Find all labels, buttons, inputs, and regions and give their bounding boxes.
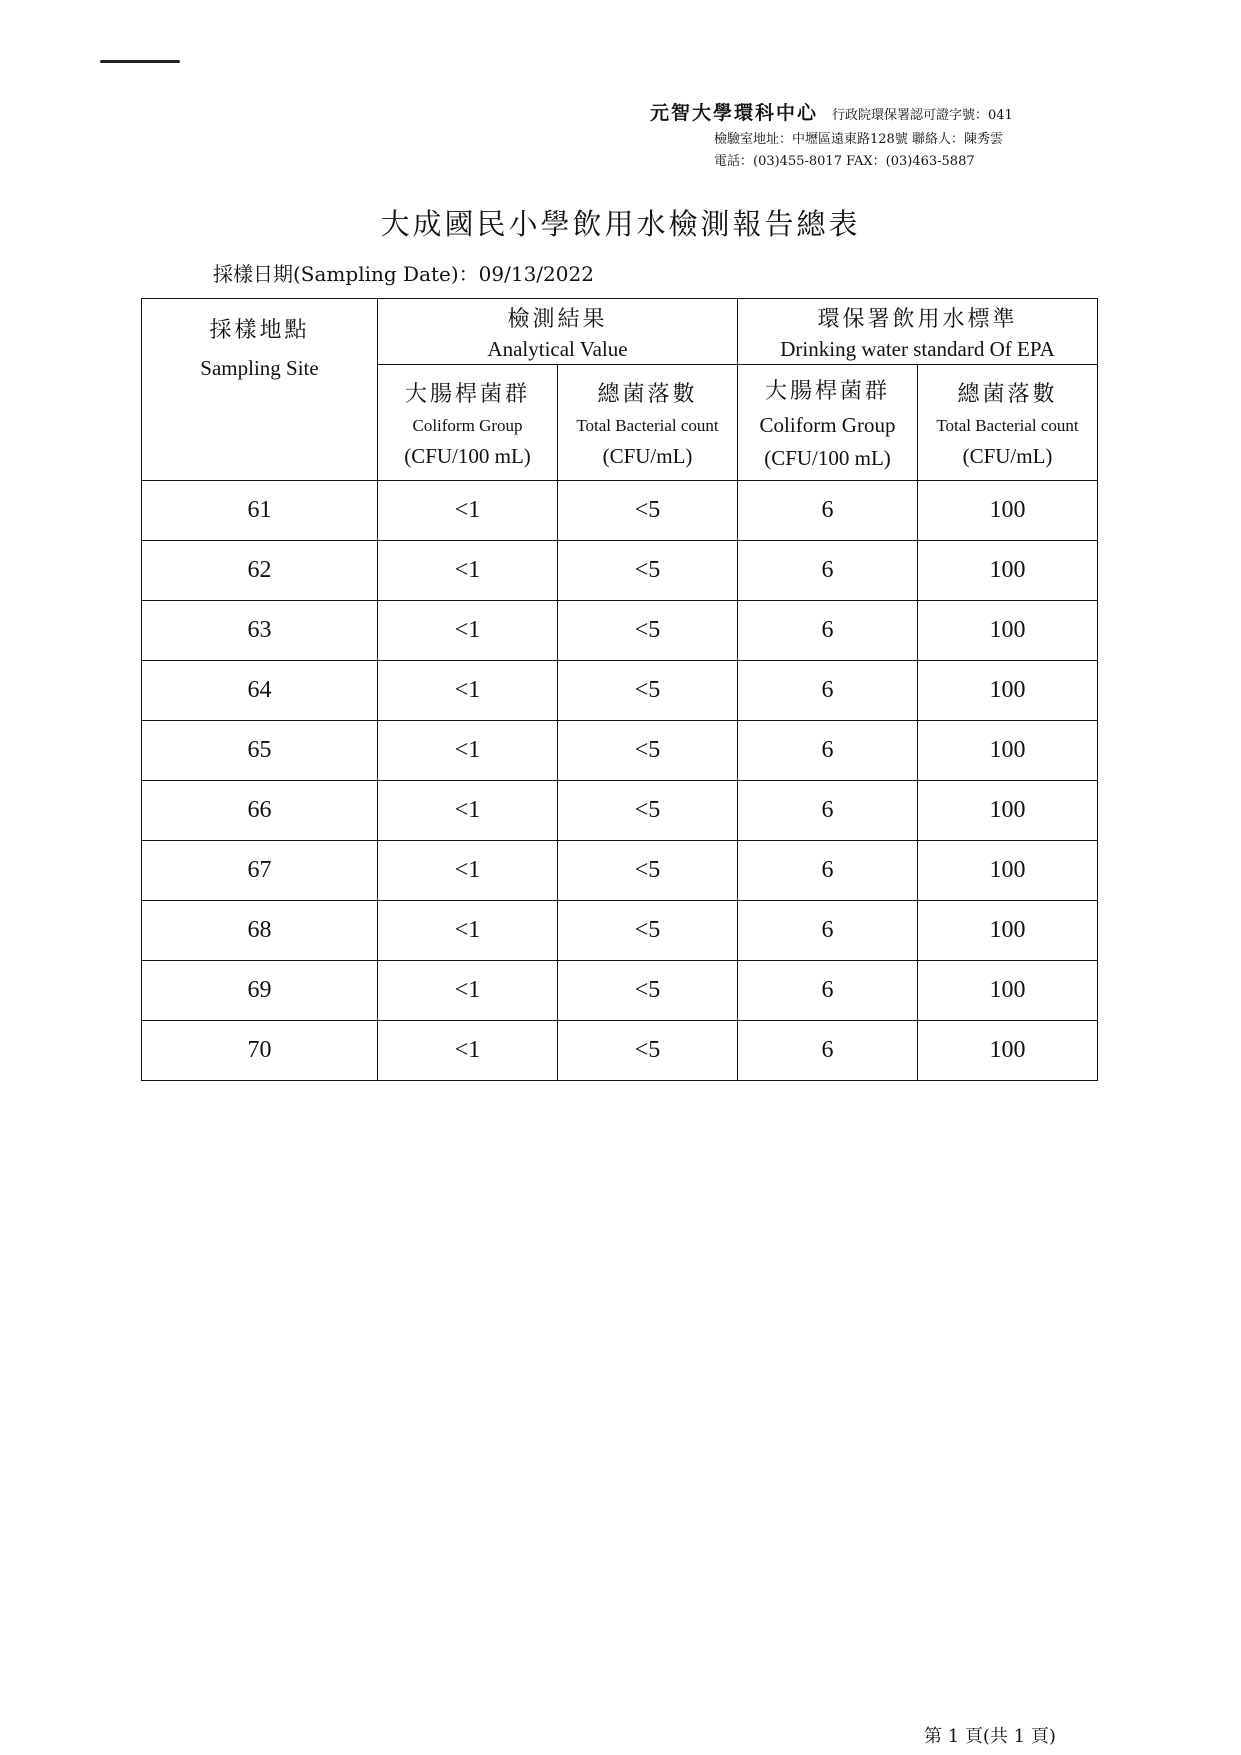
coliform-cell: <1 [378,661,558,721]
coliform-header-zh: 大腸桿菌群 [404,381,530,407]
std-coliform-cell: 6 [738,601,918,661]
std-total-count-header [918,365,1098,481]
std-total-count-cell: 100 [918,721,1098,781]
sampling-site-header [142,299,378,481]
std-total-count-cell: 100 [918,601,1098,661]
std-coliform-cell: 6 [738,481,918,541]
site-cell: 66 [142,781,378,841]
sampling-date: 採樣日期(Sampling Date)：09/13/2022 [213,262,594,286]
coliform-cell: <1 [378,961,558,1021]
coliform-cell: <1 [378,781,558,841]
epa-standard-header-zh: 環保署飲用水標準 [817,306,1018,332]
std-total-count-cell: 100 [918,961,1098,1021]
site-cell: 67 [142,841,378,901]
std-total-count-cell: 100 [918,481,1098,541]
coliform-cell: <1 [378,541,558,601]
std-total-count-cell: 100 [918,841,1098,901]
total-count-cell: <5 [558,961,738,1021]
table-row [142,781,1098,841]
coliform-cell: <1 [378,721,558,781]
std-coliform-cell: 6 [738,1021,918,1081]
total-count-cell: <5 [558,481,738,541]
total-count-header [558,365,738,481]
analytical-value-header-zh: 檢測結果 [507,306,608,332]
std-coliform-cell: 6 [738,661,918,721]
std-coliform-cell: 6 [738,961,918,1021]
total-count-cell: <5 [558,721,738,781]
lab-certification: 行政院環保署認可證字號：041 [832,108,1013,123]
table-row [142,1021,1098,1081]
table-row [142,541,1098,601]
table-row [142,661,1098,721]
coliform-cell: <1 [378,601,558,661]
total-count-cell: <5 [558,781,738,841]
scan-mark [100,60,180,63]
sampling-site-header-zh: 採樣地點 [209,318,310,343]
site-cell: 61 [142,481,378,541]
std-total-count-cell: 100 [918,901,1098,961]
std-coliform-header-unit: (CFU/100 mL) [764,446,891,470]
std-coliform-cell: 6 [738,781,918,841]
total-count-cell: <5 [558,901,738,961]
std-total-count-header-unit: (CFU/mL) [962,443,1053,468]
total-count-header-en: Total Bacterial count [576,415,719,435]
site-cell: 64 [142,661,378,721]
std-coliform-cell: 6 [738,841,918,901]
std-coliform-header-zh: 大腸桿菌群 [764,379,890,404]
total-count-cell: <5 [558,541,738,601]
lab-address: 檢驗室地址：中壢區遠東路128號 聯絡人：陳秀雲 [714,132,1003,147]
coliform-header-en: Coliform Group [412,415,523,435]
sampling-site-header-en: Sampling Site [200,356,319,380]
coliform-header [378,365,558,481]
table-row [142,601,1098,661]
total-count-header-unit: (CFU/mL) [602,443,693,468]
std-total-count-cell: 100 [918,1021,1098,1081]
std-total-count-header-en: Total Bacterial count [936,415,1079,435]
coliform-cell: <1 [378,841,558,901]
lab-title-line [650,98,1110,125]
site-cell: 62 [142,541,378,601]
std-coliform-cell: 6 [738,721,918,781]
site-cell: 69 [142,961,378,1021]
site-cell: 63 [142,601,378,661]
table-row [142,481,1098,541]
lab-header [650,98,1110,169]
coliform-cell: <1 [378,1021,558,1081]
report-title: 大成國民小學飲用水檢測報告總表 [380,207,861,241]
std-total-count-header-zh: 總菌落數 [957,381,1058,407]
std-coliform-cell: 6 [738,901,918,961]
analytical-value-header-en: Analytical Value [487,336,628,361]
lab-name: 元智大學環科中心 [650,102,819,124]
std-total-count-cell: 100 [918,661,1098,721]
total-count-cell: <5 [558,661,738,721]
std-coliform-cell: 6 [738,541,918,601]
results-table [141,298,1098,1081]
table-row [142,901,1098,961]
coliform-cell: <1 [378,481,558,541]
total-count-header-zh: 總菌落數 [597,381,698,407]
lab-contact: 電話：(03)455-8017 FAX：(03)463-5887 [714,154,975,169]
site-cell: 68 [142,901,378,961]
analytical-value-header [378,299,738,365]
site-cell: 65 [142,721,378,781]
table-row [142,961,1098,1021]
coliform-cell: <1 [378,901,558,961]
epa-standard-header-en: Drinking water standard Of EPA [780,336,1055,361]
total-count-cell: <5 [558,601,738,661]
total-count-cell: <5 [558,841,738,901]
site-cell: 70 [142,1021,378,1081]
coliform-header-unit: (CFU/100 mL) [404,443,531,468]
table-row [142,841,1098,901]
std-coliform-header-en: Coliform Group [759,413,896,437]
std-coliform-header [738,365,918,481]
page-number: 第 1 頁(共 1 頁) [924,1726,1056,1747]
total-count-cell: <5 [558,1021,738,1081]
epa-standard-header [738,299,1098,365]
std-total-count-cell: 100 [918,541,1098,601]
std-total-count-cell: 100 [918,781,1098,841]
table-row [142,721,1098,781]
